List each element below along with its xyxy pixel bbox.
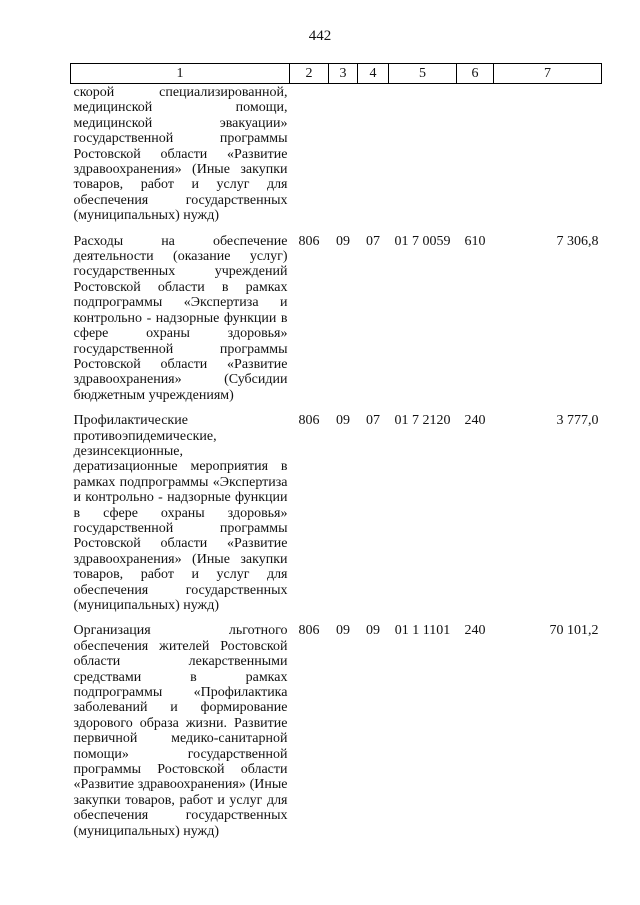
row-vr: 240 (464, 413, 486, 429)
row-amount (494, 84, 602, 234)
row-rz: 09 (336, 413, 350, 429)
row-pr: 07 (366, 233, 380, 249)
column-header-2: 2 (290, 64, 329, 84)
row-pr: 07 (366, 413, 380, 429)
row-grbs: 806 (298, 623, 320, 639)
page-number: 442 (308, 28, 332, 44)
table-row (71, 84, 602, 234)
row-csr: 01 7 2120 (394, 413, 451, 429)
column-header-6: 6 (457, 64, 494, 84)
row-description: Расходы на обеспечение деятельности (оказание услуг) государственных учреждений Ростовской области в рамках подпрограммы «Экспертиза и контрольно - надзорные функции в сфере охраны здоровья» государственной программы Ростовской области «Развитие здравоохранения» (Субсидии бюджетным учреждениям) (73, 233, 288, 403)
row-rz: 09 (336, 623, 350, 639)
column-header-5: 5 (389, 64, 457, 84)
row-rz (329, 84, 358, 234)
row-grbs: 806 (298, 413, 320, 429)
row-pr (358, 84, 389, 234)
row-grbs: 806 (298, 233, 320, 249)
row-vr: 610 (464, 233, 486, 249)
budget-table (70, 63, 602, 849)
row-vr: 240 (464, 623, 486, 639)
row-pr: 09 (366, 623, 380, 639)
row-amount: 70 101,2 (549, 623, 599, 639)
row-grbs (290, 84, 329, 234)
row-vr (457, 84, 494, 234)
row-csr: 01 7 0059 (394, 233, 451, 249)
row-csr (389, 84, 457, 234)
column-header-4: 4 (358, 64, 389, 84)
row-amount: 3 777,0 (556, 413, 599, 429)
row-rz: 09 (336, 233, 350, 249)
table-row (71, 413, 602, 623)
column-header-7: 7 (494, 64, 602, 84)
table-row (71, 234, 602, 413)
table-row (71, 623, 602, 849)
row-csr: 01 1 1101 (394, 623, 451, 639)
row-description: скорой специализированной, медицинской помощи, медицинской эвакуации» государственной программы Ростовской области «Развитие здравоохранения» (Иные закупки товаров, работ и услуг для обеспечения государственных (муниципальных) нужд) (73, 85, 288, 224)
column-number-header (71, 64, 602, 84)
row-amount: 7 306,8 (556, 233, 599, 249)
row-description: Организация льготного обеспечения жителей Ростовской области лекарственными средствами в рамках подпрограммы «Профилактика заболеваний и формирование здорового образа жизни. Развитие первичной медико-санитарной помощи» государственной программы Ростовской области «Развитие здравоохранения» (Иные закупки товаров, работ и услуг для обеспечения государственных (муниципальных) нужд) (73, 623, 288, 839)
row-description: Профилактические противоэпидемические, дезинсекционные, дератизационные мероприятия в рамках подпрограммы «Экспертиза и контрольно - надзорные функции в сфере охраны здоровья» государственной программы Ростовской области «Развитие здравоохранения» (Иные закупки товаров, работ и услуг для обеспечения государственных (муниципальных) нужд) (73, 413, 288, 613)
column-header-3: 3 (329, 64, 358, 84)
column-header-1: 1 (71, 64, 290, 84)
